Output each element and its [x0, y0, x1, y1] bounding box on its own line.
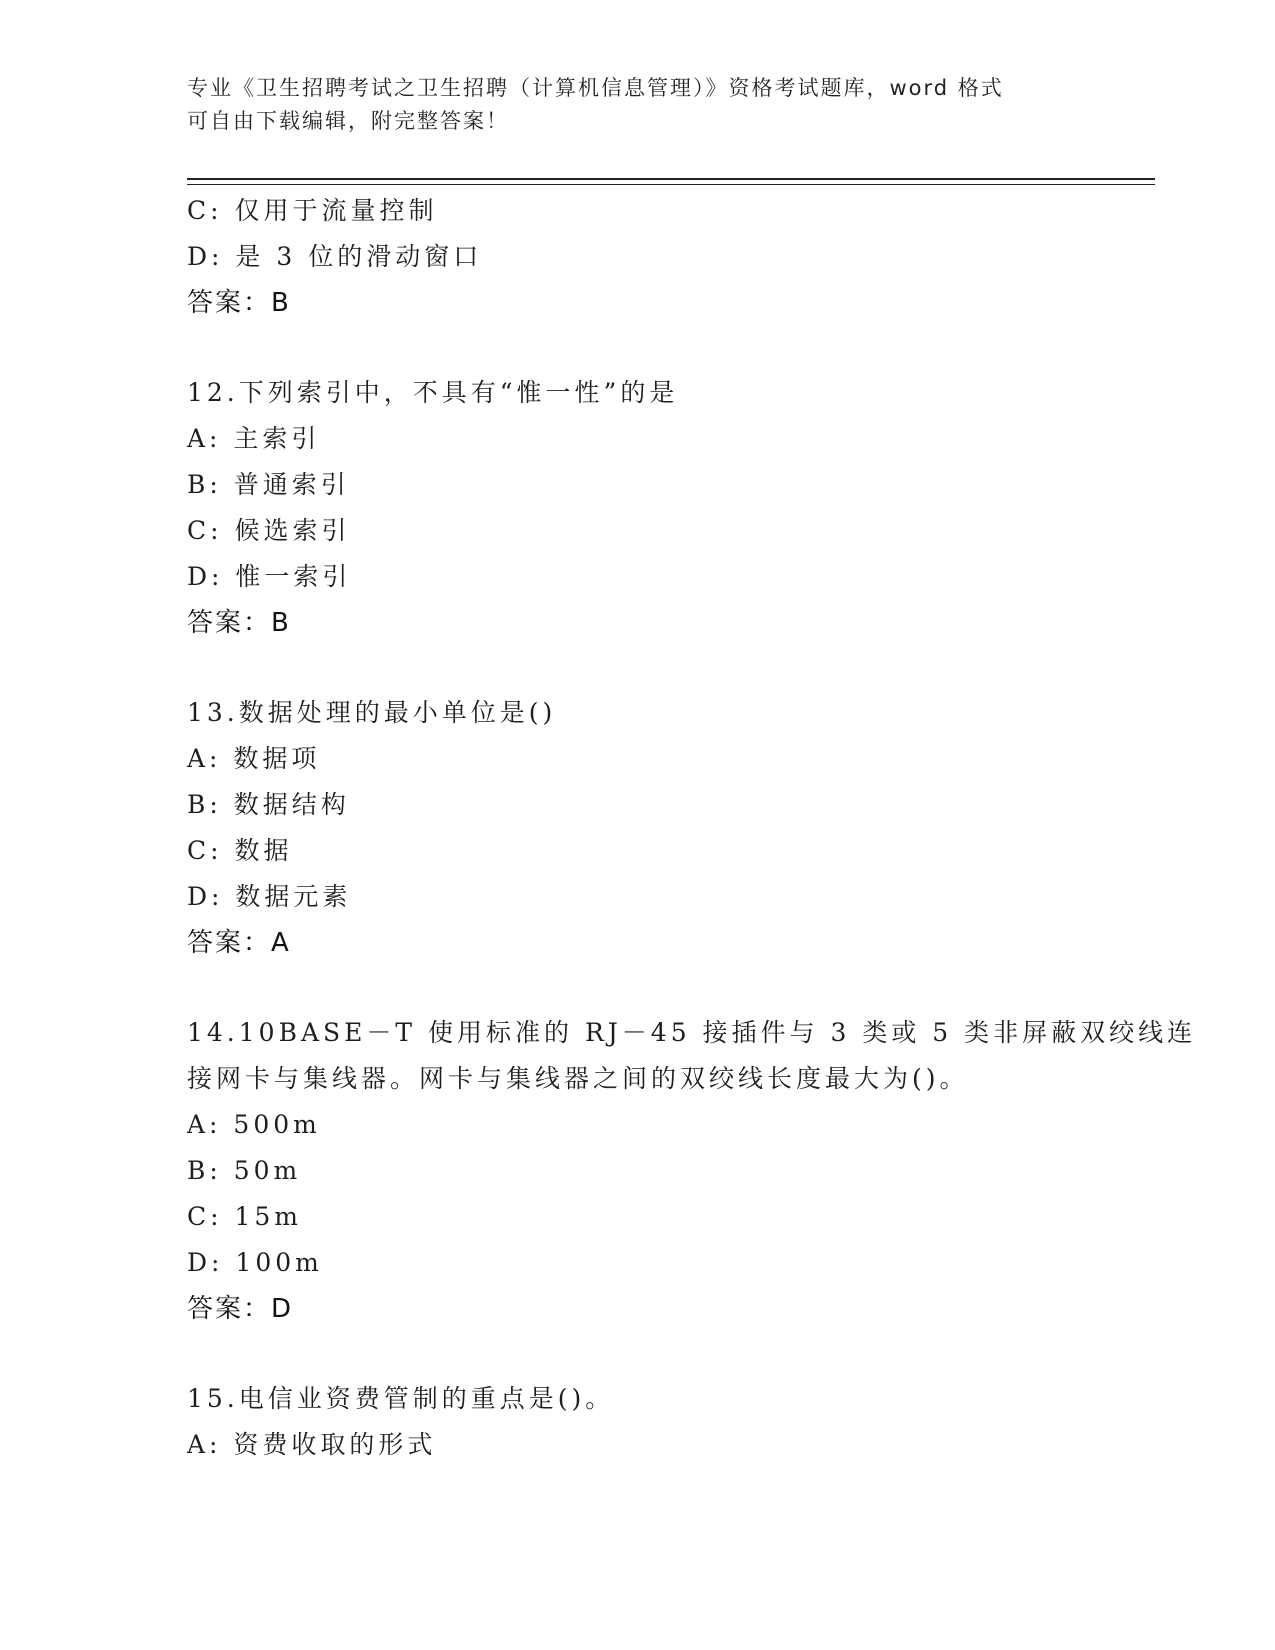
question-stem: 15.电信业资费管制的重点是()。: [187, 1384, 615, 1413]
header-rule-thin: [187, 184, 1155, 185]
header-line-1: 专业《卫生招聘考试之卫生招聘（计算机信息管理）》资格考试题库，word 格式: [187, 76, 1004, 100]
document-header: [187, 72, 1087, 138]
question-14: [187, 1010, 1197, 1332]
answer-line: 答案：A: [187, 928, 291, 958]
option-b: B: 50m: [187, 1156, 302, 1185]
option-d: D: 惟一索引: [187, 562, 352, 591]
option-c: C: 15m: [187, 1202, 303, 1231]
question-stem: 13.数据处理的最小单位是(): [187, 698, 557, 727]
header-rule-thick: [187, 178, 1155, 180]
option-a: A: 资费收取的形式: [187, 1430, 437, 1459]
option-a: A: 主索引: [187, 424, 321, 453]
option-c: C: 候选索引: [187, 516, 351, 545]
question-stem: 12.下列索引中，不具有“惟一性”的是: [187, 378, 679, 407]
option-a: A: 数据项: [187, 744, 321, 773]
question-list: [187, 188, 1197, 1468]
answer-line: 答案：B: [187, 608, 291, 638]
option-d: D: 是 3 位的滑动窗口: [187, 242, 483, 271]
option-b: B: 普通索引: [187, 470, 350, 499]
answer-line: 答案：B: [187, 288, 291, 318]
question-stem-line-1: 14.10BASE－T 使用标准的 RJ－45 接插件与 3 类或 5 类非屏蔽双绞线连: [187, 1018, 1197, 1047]
question-stem-line-2: 接网卡与集线器。网卡与集线器之间的双绞线长度最大为()。: [187, 1064, 969, 1093]
option-b: B: 数据结构: [187, 790, 350, 819]
option-a: A: 500m: [187, 1110, 321, 1139]
header-line-2: 可自由下载编辑，附完整答案！: [187, 109, 509, 133]
question-13: [187, 690, 1107, 966]
option-c: C: 数据: [187, 836, 293, 865]
question-11-continued: [187, 188, 1107, 326]
question-15: [187, 1376, 1107, 1468]
option-d: D: 数据元素: [187, 882, 352, 911]
option-c: C: 仅用于流量控制: [187, 196, 438, 225]
answer-line: 答案：D: [187, 1294, 294, 1324]
question-12: [187, 370, 1107, 646]
option-d: D: 100m: [187, 1248, 323, 1277]
